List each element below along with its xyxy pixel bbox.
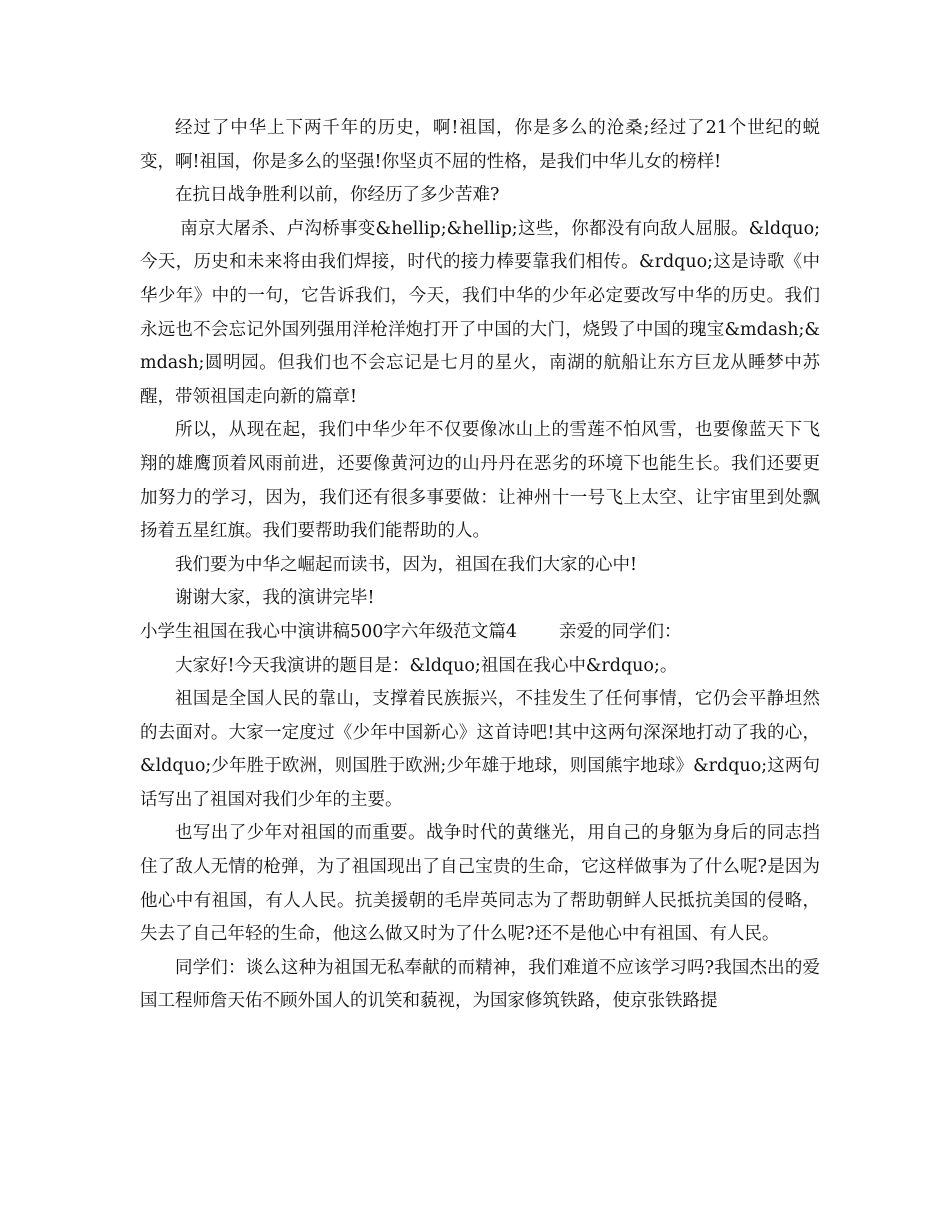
greeting: 亲爱的同学们：	[559, 621, 682, 642]
paragraph-5: 我们要为中华之崛起而读书，因为，祖国在我们大家的心中!	[175, 554, 638, 575]
document-body	[140, 112, 820, 1019]
paragraph-8: 祖国是全国人民的靠山，支撑着民族振兴，不挂发生了任何事情，它仍会平静坦然的去面对。大家一定度过《少年中国新心》这首诗吧!其中这两句深深地打动了我的心，&ldquo;少年胜于欧洲，则国胜于欧洲;少年雄于地球，则国熊宇地球》&rdquo;这两句话写出了祖国对我们少年的主要。	[140, 689, 820, 810]
paragraph-1: 经过了中华上下两千年的历史，啊!祖国，你是多么的沧桑;经过了21个世纪的蜕变，啊!祖国，你是多么的坚强!你坚贞不屈的性格，是我们中华儿女的榜样!	[140, 118, 820, 172]
paragraph-2: 在抗日战争胜利以前，你经历了多少苦难?	[175, 185, 500, 206]
paragraph-4: 所以，从现在起，我们中华少年不仅要像冰山上的雪莲不怕风雪，也要像蓝天下飞翔的雄鹰顶着风雨前进，还要像黄河边的山丹丹在恶劣的环境下也能生长。我们还要更加努力的学习，因为，我们还有很多事要做：让神州十一号飞上太空、让宇宙里到处飘扬着五星红旗。我们要帮助我们能帮助的人。	[140, 420, 820, 542]
paragraph-3: 南京大屠杀、卢沟桥事变&hellip;&hellip;这些，你都没有向敌人屈服。&ldquo;今天，历史和未来将由我们焊接，时代的接力棒要靠我们相传。&rdquo;这是诗歌《中华少年》中的一句，它告诉我们，今天，我们中华的少年必定要改写中华的历史。我们永远也不会忘记外国列强用洋枪洋炮打开了中国的大门，烧毁了中国的瑰宝&mdash;&mdash;圆明园。但我们也不会忘记是七月的星火，南湖的航船让东方巨龙从睡梦中苏醒，带领祖国走向新的篇章!	[140, 218, 820, 407]
paragraph-10: 同学们：谈么这种为祖国无私奉献的而精神，我们难道不应该学习吗?我国杰出的爱国工程师詹天佑不顾外国人的讥笑和藐视，为国家修筑铁路，使京张铁路提	[140, 957, 820, 1012]
section-heading-line	[140, 616, 820, 650]
paragraph-7: 大家好!今天我演讲的题目是：&ldquo;祖国在我心中&rdquo;。	[175, 655, 678, 676]
paragraph-9: 也写出了少年对祖国的而重要。战争时代的黄继光，用自己的身躯为身后的同志挡住了敌人无情的枪弹，为了祖国现出了自己宝贵的生命，它这样做事为了什么呢?是因为他心中有祖国，有人人民。抗美援朝的毛岸英同志为了帮助朝鲜人民抵抗美国的侵略，失去了自己年轻的生命，他这么做又时为了什么呢?还不是他心中有祖国、有人民。	[140, 823, 820, 945]
paragraph-6: 谢谢大家，我的演讲完毕!	[175, 588, 375, 609]
section-heading: 小学生祖国在我心中演讲稿500字六年级范文篇4	[140, 621, 518, 642]
